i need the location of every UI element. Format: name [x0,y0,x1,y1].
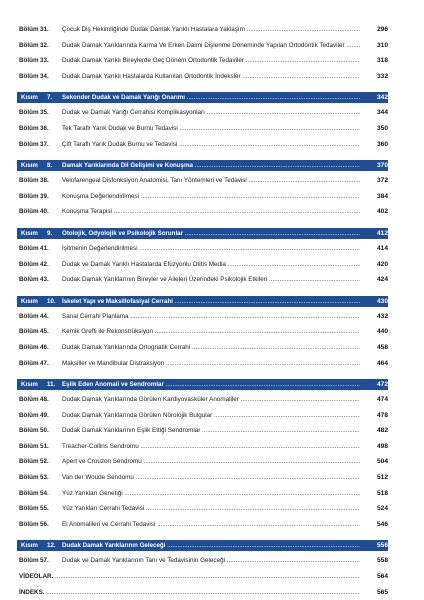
chapter-number: 35. [40,109,49,117]
chapter-label: Bölüm [19,140,39,148]
toc-chapter-row[interactable] [17,517,388,533]
section-header[interactable] [17,296,388,307]
chapter-page-number: 344 [376,109,388,117]
chapter-label: Bölüm [19,359,39,367]
chapter-label: Bölüm [19,192,39,200]
chapter-title: Apert ve Crouzon Sendromu ..... [62,454,360,470]
chapter-page-number: 512 [376,474,388,482]
chapter-title: Dudak Damak Yarıklarının Eşlik Ettiği Sendromlar ..... [62,423,360,439]
chapter-label: Bölüm [19,520,39,528]
toc-chapter-row[interactable] [17,439,388,455]
chapter-page-number: 478 [376,411,388,419]
chapter-page-number: 546 [376,520,388,528]
toc-chapter-row[interactable] [17,257,388,273]
toc-chapter-row[interactable] [17,272,388,288]
chapter-page-number: 414 [376,244,388,252]
chapter-number: 42. [40,260,49,268]
chapter-label: Bölüm [19,427,39,435]
toc-standalone-row[interactable] [17,585,388,600]
section-header[interactable] [17,228,388,239]
chapter-number: 32. [40,41,49,49]
chapter-title: Yüz Yarıkları Cerrahi Tedavisi ..... [62,501,360,517]
chapter-number: 40. [40,208,49,216]
chapter-title: Dudak ve Damak Yarığı Cerrahisi Komplikasyonları ..... [62,105,360,121]
chapter-page-number: 402 [376,208,388,216]
chapter-label: Bölüm [19,57,39,65]
chapter-title: Konuşma Terapisi ..... [62,204,360,220]
chapter-title: Treacher-Collins Sendromu ..... [62,439,360,455]
toc-chapter-row[interactable] [17,470,388,486]
chapter-label: Bölüm [19,474,39,482]
chapter-page-number: 384 [376,192,388,200]
chapter-number: 47. [40,359,49,367]
chapter-number: 36. [40,124,49,132]
chapter-number: 53. [40,474,49,482]
chapter-title: Dudak Damak Yarıklarında Ortognatik Cerrahi ..... [62,340,360,356]
chapter-number: 48. [40,396,49,404]
section-page-number: 412 [376,229,388,237]
chapter-label: Bölüm [19,505,39,513]
section-title: İskelet Yapı ve Maksillofasiyal Cerrahi ..... [62,296,360,307]
section-label: Kısım [21,229,38,237]
chapter-page-number: 440 [376,328,388,336]
chapter-title: Tek Taraflı Yarık Dudak ve Burnu Tedavisi ..... [62,121,360,137]
chapter-label: Bölüm [19,557,39,565]
standalone-page-number: 565 [376,588,388,596]
chapter-page-number: 458 [376,343,388,351]
section-header[interactable] [17,160,388,171]
section-number: 11. [47,381,56,389]
section-label: Kısım [21,162,38,170]
chapter-label: Bölüm [19,458,39,466]
chapter-title: Dudak ve Damak Yarıklı Hastalarda Efüzyonlu Otitis Media ..... [62,257,360,273]
toc-chapter-row[interactable] [17,22,388,38]
section-page-number: 556 [376,542,388,550]
section-title: Damak Yarıklarında Dil Gelişimi ve Konuşma ..... [62,160,360,171]
chapter-number: 41. [40,244,49,252]
chapter-label: Bölüm [19,208,39,216]
toc-chapter-row[interactable] [17,454,388,470]
chapter-title: Yüz Yarıkları Genetiği ..... [62,486,360,502]
section-title: Sekonder Dudak ve Damak Yarığı Onarımı ..... [62,92,360,103]
chapter-title: Çocuk Diş Hekimliğinde Dudak Damak Yarıklı Hastalara Yaklaşım ..... [62,22,360,38]
chapter-label: Bölüm [19,396,39,404]
section-label: Kısım [21,94,38,102]
chapter-page-number: 310 [376,41,388,49]
chapter-title: Maksiller ve Mandibular Distraksiyon ..... [62,356,360,372]
chapter-title: Dudak Damak Yarıklarında Görülen Kardiyovasküler Anomaliler ..... [62,392,360,408]
toc-chapter-row[interactable] [17,324,388,340]
chapter-label: Bölüm [19,442,39,450]
toc-chapter-row[interactable] [17,501,388,517]
chapter-number: 33. [40,57,49,65]
chapter-title: Konuşma Değerlendirilmesi ..... [62,189,360,205]
chapter-page-number: 360 [376,140,388,148]
chapter-number: 37. [40,140,49,148]
toc-chapter-row[interactable] [17,204,388,220]
chapter-title: El Anomalileri ve Cerrahi Tedavisi ..... [62,517,360,533]
toc-chapter-row[interactable] [17,408,388,424]
chapter-page-number: 474 [376,396,388,404]
toc-chapter-row[interactable] [17,392,388,408]
chapter-title: Dudak Damak Yarıklı Hastalarda Kullanılan Ortodontik İndeksler ..... [62,69,360,85]
standalone-title: İNDEKS. ..... [19,585,360,600]
chapter-label: Bölüm [19,260,39,268]
section-page-number: 370 [376,162,388,170]
section-title: Otolojik, Odyolojik ve Psikolojik Sorunlar ..... [62,228,360,239]
chapter-page-number: 504 [376,458,388,466]
toc-chapter-row[interactable] [17,105,388,121]
section-title: Eşlik Eden Anomali ve Sendromlar ..... [62,379,360,390]
chapter-title: İşitmenin Değerlendirilmesi ..... [62,241,360,257]
chapter-page-number: 420 [376,260,388,268]
section-number: 7. [47,94,53,102]
chapter-title: Çift Taraflı Yarık Dudak Burnu ve Tedavisi ..... [62,137,360,153]
toc-chapter-row[interactable] [17,189,388,205]
section-number: 9. [47,229,53,237]
chapter-label: Bölüm [19,177,39,185]
chapter-label: Bölüm [19,276,39,284]
chapter-number: 43. [40,276,49,284]
section-label: Kısım [21,297,38,305]
chapter-page-number: 372 [376,177,388,185]
standalone-title: VİDEOLAR. ..... [19,569,360,585]
section-number: 8. [47,162,53,170]
chapter-number: 44. [40,312,49,320]
chapter-title: Dudak Damak Yarıklarında Karma Ve Erken Daimi Dişlenme Döneminde Yapılan Ortodontik Tedaviler ..... [62,38,360,54]
section-header[interactable] [17,92,388,103]
toc-standalone-row[interactable] [17,569,388,585]
chapter-number: 49. [40,411,49,419]
chapter-page-number: 524 [376,505,388,513]
toc-chapter-row[interactable] [17,173,388,189]
chapter-label: Bölüm [19,109,39,117]
chapter-number: 46. [40,343,49,351]
chapter-label: Bölüm [19,244,39,252]
section-title: Dudak Damak Yarıklarının Geleceği ..... [62,540,360,551]
section-label: Kısım [21,381,38,389]
section-page-number: 342 [376,94,388,102]
chapter-label: Bölüm [19,41,39,49]
chapter-label: Bölüm [19,72,39,80]
chapter-number: 34. [40,72,49,80]
chapter-page-number: 296 [376,26,388,33]
chapter-title: Sanal Cerrahi Planlama ..... [62,309,360,325]
toc-chapter-row[interactable] [17,137,388,153]
chapter-number: 51. [40,442,49,450]
chapter-page-number: 318 [376,57,388,65]
chapter-number: 52. [40,458,49,466]
section-label: Kısım [21,542,38,550]
chapter-number: 57. [40,557,49,565]
chapter-title: Dudak Damak Yarıklı Bireylerde Geç Dönem Ortodontik Tedaviler ..... [62,53,360,69]
chapter-page-number: 558 [376,557,388,565]
chapter-label: Bölüm [19,411,39,419]
chapter-title: Dudak Damak Yarıklarında Görülen Nörolojik Bulgular ..... [62,408,360,424]
section-number: 10. [47,297,56,305]
chapter-title: Dudak Damak Yarıklarının Bireyler ve Aileleri Üzerindeki Psikolojik Etkileri ..... [62,272,360,288]
chapter-label: Bölüm [19,489,39,497]
chapter-title: Van der Woude Sendomu ..... [62,470,360,486]
chapter-page-number: 424 [376,276,388,284]
chapter-number: 56. [40,520,49,528]
chapter-label: Bölüm [19,343,39,351]
chapter-number: 45. [40,328,49,336]
toc-chapter-row[interactable] [17,53,388,69]
toc-chapter-row[interactable] [17,38,388,54]
toc-chapter-row[interactable] [17,69,388,85]
toc-chapter-row[interactable] [17,553,388,569]
section-page-number: 430 [376,297,388,305]
section-number: 12. [47,542,56,550]
chapter-number: 50. [40,427,49,435]
toc-chapter-row[interactable] [17,423,388,439]
chapter-page-number: 464 [376,359,388,367]
standalone-page-number: 564 [376,573,388,581]
chapter-number: 38. [40,177,49,185]
chapter-title: Velofarengeal Disfonksiyon Anatomisi, Tanı Yöntemleri ve Tedavisi ..... [62,173,360,189]
toc-chapter-row[interactable] [17,309,388,325]
chapter-page-number: 432 [376,312,388,320]
toc-chapter-row[interactable] [17,121,388,137]
toc-chapter-row[interactable] [17,340,388,356]
table-of-contents [17,22,388,600]
section-page-number: 472 [376,381,388,389]
chapter-number: 54. [40,489,49,497]
chapter-number: 39. [40,192,49,200]
chapter-number: 31. [40,26,49,33]
chapter-title: Dudak ve Damak Yarıklarının Tanı ve Tedavisinin Geleceği ..... [62,553,360,569]
chapter-title: Kemik Grefti ile Rekonstrüksiyon ..... [62,324,360,340]
chapter-label: Bölüm [19,312,39,320]
toc-chapter-row[interactable] [17,486,388,502]
section-header[interactable] [17,379,388,390]
chapter-label: Bölüm [19,124,39,132]
chapter-label: Bölüm [19,26,39,33]
chapter-number: 55. [40,505,49,513]
chapter-page-number: 332 [376,72,388,80]
chapter-label: Bölüm [19,328,39,336]
chapter-page-number: 498 [376,442,388,450]
toc-chapter-row[interactable] [17,356,388,372]
chapter-page-number: 350 [376,124,388,132]
chapter-page-number: 482 [376,427,388,435]
toc-chapter-row[interactable] [17,241,388,257]
section-header[interactable] [17,540,388,551]
chapter-page-number: 518 [376,489,388,497]
